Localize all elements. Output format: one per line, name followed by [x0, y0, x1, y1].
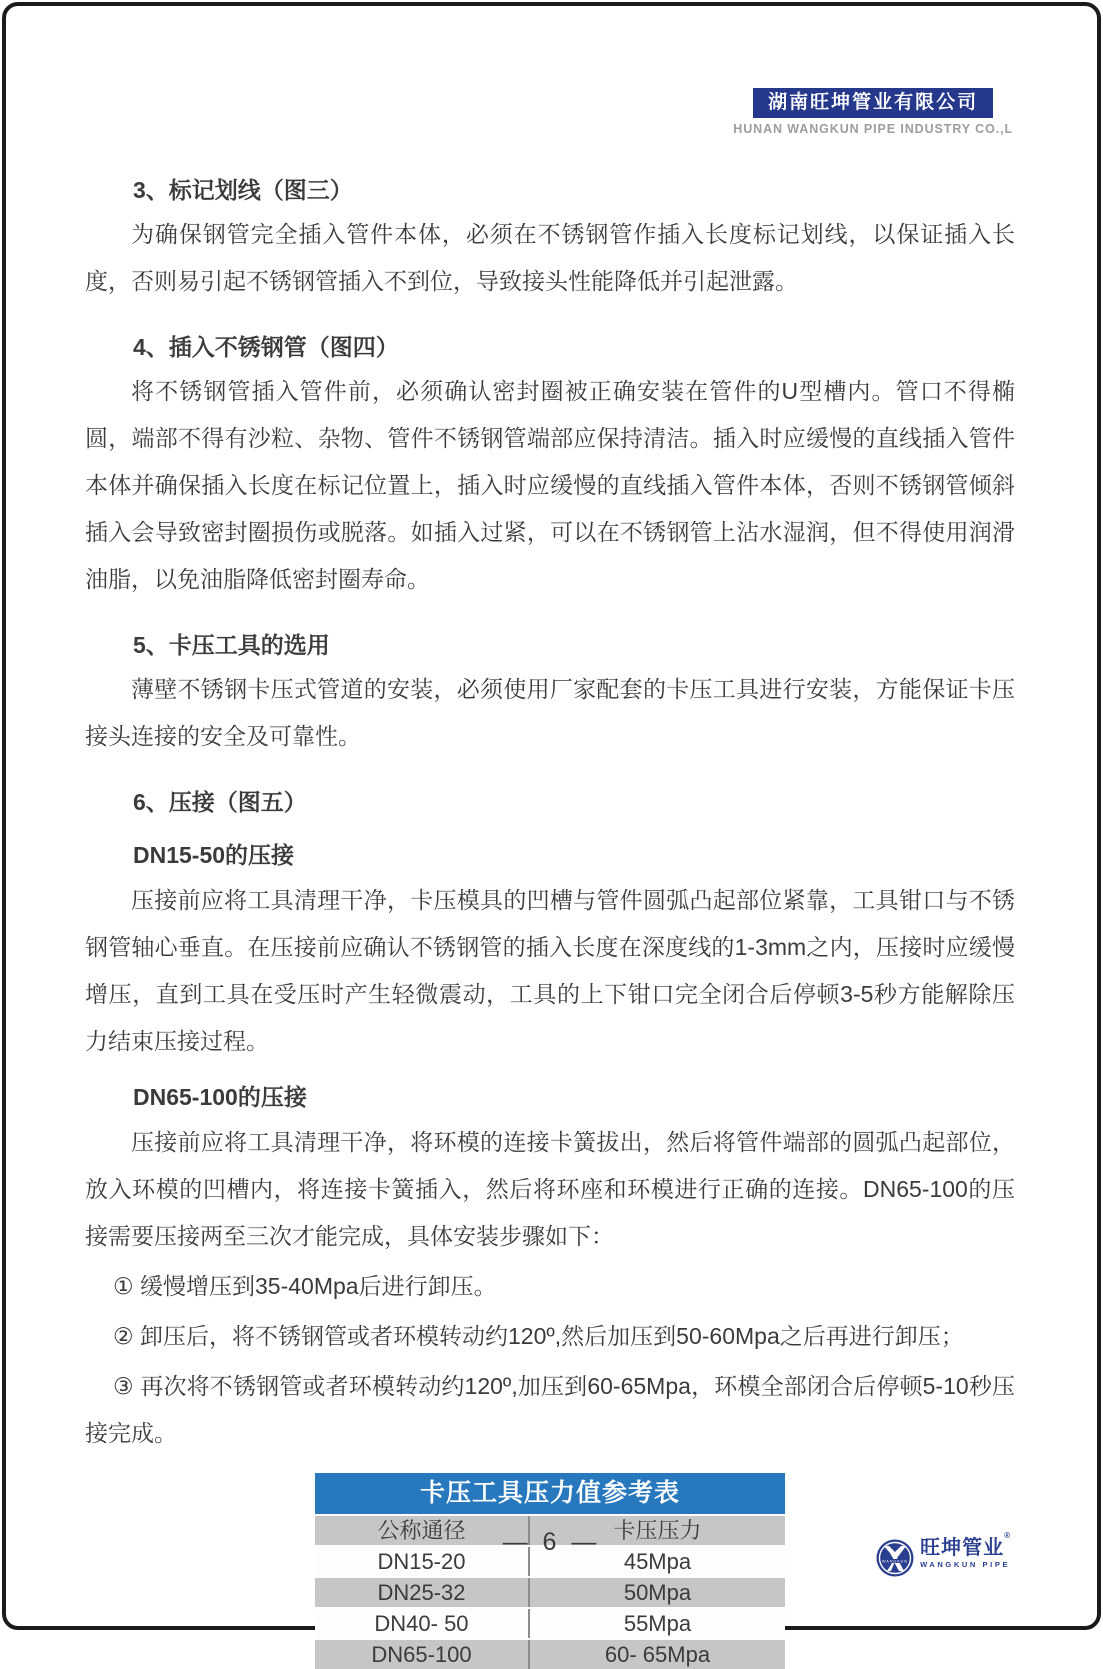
- numbered-step-3: ③ 再次将不锈钢管或者环模转动约120º,加压到60-65Mpa，环模全部闭合后停顿5-10秒压接完成。: [85, 1373, 1015, 1446]
- company-name-english: HUNAN WANGKUN PIPE INDUSTRY CO.,L: [733, 122, 1013, 136]
- table-header-cell-pressure: 卡压压力: [528, 1516, 785, 1545]
- table-cell-diameter: DN15-20: [377, 1549, 466, 1574]
- table-cell-pressure: 45Mpa: [528, 1547, 785, 1576]
- subsection-heading-dn65-100: DN65-100的压接: [133, 1084, 307, 1110]
- table-row: [315, 1607, 785, 1638]
- table-cell-pressure: 50Mpa: [528, 1578, 785, 1607]
- section-heading-3: 3、标记划线（图三）: [133, 177, 353, 203]
- pressure-reference-table: [315, 1473, 785, 1669]
- table-cell-pressure: 60- 65Mpa: [528, 1640, 785, 1669]
- registered-trademark-mark: ®: [1004, 1531, 1011, 1540]
- paragraph: 为确保钢管完全插入管件本体，必须在不锈钢管作插入长度标记划线，以保证插入长度，否则易引起不锈钢管插入不到位，导致接头性能降低并引起泄露。: [85, 221, 1015, 294]
- section-heading-5: 5、卡压工具的选用: [133, 632, 330, 658]
- paragraph: 压接前应将工具清理干净，将环模的连接卡簧拔出，然后将管件端部的圆弧凸起部位，放入环模的凹槽内，将连接卡簧插入，然后将环座和环模进行正确的连接。DN65-100的压接需要压接两至三次才能完成，具体安装步骤如下：: [85, 1129, 1015, 1249]
- numbered-step-1: ① 缓慢增压到35-40Mpa后进行卸压。: [113, 1273, 497, 1299]
- table-header-cell-diameter: 公称通径: [377, 1518, 466, 1543]
- subsection-heading-dn15-50: DN15-50的压接: [133, 842, 295, 868]
- paragraph: 压接前应将工具清理干净，卡压模具的凹槽与管件圆弧凸起部位紧靠，工具钳口与不锈钢管轴心垂直。在压接前应确认不锈钢管的插入长度在深度线的1-3mm之内，压接时应缓慢增压，直到工具在受压时产生轻微震动，工具的上下钳口完全闭合后停顿3-5秒方能解除压力结束压接过程。: [85, 887, 1015, 1054]
- paragraph: 将不锈钢管插入管件前，必须确认密封圈被正确安装在管件的U型槽内。管口不得椭圆，端部不得有沙粒、杂物、管件不锈钢管端部应保持清洁。插入时应缓慢的直线插入管件本体并确保插入长度在标记位置上，插入时应缓慢的直线插入管件本体，否则不锈钢管倾斜插入会导致密封圈损伤或脱落。如插入过紧，可以在不锈钢管上沾水湿润，但不得使用润滑油脂，以免油脂降低密封圈寿命。: [85, 378, 1015, 592]
- svg-text:WANGKUN: WANGKUN: [882, 1559, 908, 1564]
- logo-name-english: WANGKUN PIPE: [920, 1560, 1011, 1569]
- table-cell-diameter: DN65-100: [371, 1642, 472, 1667]
- page-header: [733, 88, 1013, 136]
- paragraph: 薄壁不锈钢卡压式管道的安装，必须使用厂家配套的卡压工具进行安装，方能保证卡压接头连接的安全及可靠性。: [85, 676, 1015, 749]
- logo-text-block: [920, 1531, 1011, 1569]
- section-heading-6: 6、压接（图五）: [133, 789, 307, 815]
- page-number: — 6 —: [502, 1528, 601, 1556]
- table-row: [315, 1638, 785, 1669]
- document-body: [85, 148, 1015, 1669]
- table-cell-pressure: 55Mpa: [528, 1609, 785, 1638]
- table-cell-diameter: DN40- 50: [374, 1611, 469, 1636]
- table-title: 卡压工具压力值参考表: [315, 1473, 785, 1514]
- wangkun-logo-icon: [875, 1538, 915, 1578]
- table-cell-diameter: DN25-32: [377, 1580, 466, 1605]
- wangkun-footer-logo: [875, 1531, 1011, 1578]
- table-row: [315, 1576, 785, 1607]
- section-heading-4: 4、插入不锈钢管（图四）: [133, 334, 399, 360]
- logo-name-chinese: [920, 1531, 1011, 1559]
- company-name-badge: 湖南旺坤管业有限公司: [753, 88, 993, 118]
- logo-name-cn-text: 旺坤管业: [920, 1537, 1005, 1559]
- numbered-step-2: ② 卸压后，将不锈钢管或者环模转动约120º,然后加压到50-60Mpa之后再进行卸压；: [113, 1323, 964, 1349]
